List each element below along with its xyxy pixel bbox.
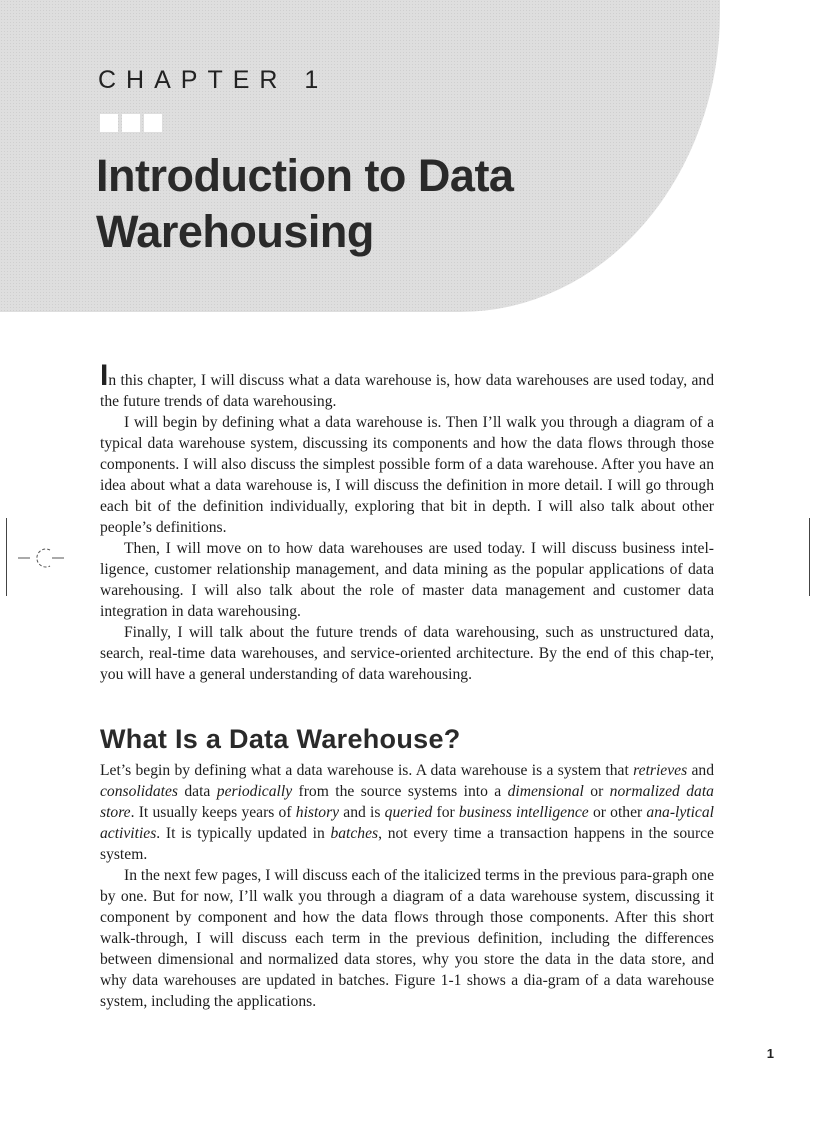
text-run: or (583, 783, 610, 800)
text-run: . It is typically updated in (156, 825, 331, 842)
intro-paragraph-3: Then, I will move on to how data warehouses are used today. I will discuss business intel-ligence, customer relationship management, and data mining as the popular applications of data warehousing. I will also talk about the role of master data management and customer data integration in data warehousing. (100, 540, 714, 620)
italic-term: consolidates (100, 783, 178, 800)
intro-paragraph-2: I will begin by defining what a data warehouse is. Then I’ll walk you through a diagram of a typical data warehouse system, discussing its components and how the data flows through those components. I will also discuss the simplest possible form of a data warehouse. After you have an idea about what a data warehouse is, I will discuss the definition in more detail. I will go through each bit of the definition individually, exploring that bit in depth. I will also talk about other people’s definitions. (100, 414, 714, 536)
crop-mark-right (809, 518, 810, 596)
chapter-ornament (100, 114, 162, 132)
italic-term: history (295, 804, 340, 821)
chapter-title (96, 148, 656, 260)
ornament-square (144, 114, 162, 132)
section-heading: What Is a Data Warehouse? (100, 724, 461, 754)
italic-term: ana-lytical activities (100, 804, 714, 842)
chapter-title-line-1: Introduction to Data (96, 150, 514, 201)
italic-term: retrieves (633, 762, 688, 779)
registration-mark-icon (16, 546, 66, 570)
italic-term: normalized data store (100, 783, 714, 821)
section-paragraph-2: In the next few pages, I will discuss each of the italicized terms in the previous para-graph one by one. But for now, I’ll walk you through a diagram of a data warehouse system, discussing it component by component and how the data flows through those components. After this short walk-through, I will discuss each term in the previous definition, including the differences between dimensional and normalized data stores, why you store the data in the data store, and why data warehouses are updated in batches. Figure 1-1 shows a dia-gram of a data warehouse system, including the applications. (100, 867, 714, 1010)
page-number: 1 (766, 1046, 774, 1061)
intro-section (100, 359, 714, 685)
intro-paragraph-4: Finally, I will talk about the future trends of data warehousing, such as unstructured data, search, real-time data warehouses, and service-oriented architecture. By the end of this chap-ter, you will have a general understanding of data warehousing. (100, 624, 714, 683)
text-run: and (687, 762, 714, 779)
text-run: . It usually keeps years of (130, 804, 296, 821)
italic-term: business intelligence (458, 804, 589, 821)
text-run: and is (339, 804, 385, 821)
text-run: Let’s begin by defining what a data warehouse is. A data warehouse is a system that (100, 762, 634, 779)
intro-paragraph-1-text: n this chapter, I will discuss what a data warehouse is, how data warehouses are used today, and the future trends of data warehousing. (100, 372, 714, 410)
ornament-square (100, 114, 118, 132)
text-run: or other (588, 804, 647, 821)
chapter-label: CHAPTER 1 (98, 66, 329, 94)
intro-paragraph-1 (100, 359, 714, 412)
crop-mark-left (6, 518, 7, 596)
italic-term: batches (330, 825, 379, 842)
drop-cap: I (100, 359, 109, 392)
text-run: from the source systems into a (292, 783, 508, 800)
italic-term: queried (384, 804, 433, 821)
section-body (100, 760, 714, 1012)
italic-term: dimensional (507, 783, 584, 800)
italic-term: periodically (216, 783, 293, 800)
ornament-square (122, 114, 140, 132)
text-run: for (432, 804, 459, 821)
chapter-title-line-2: Warehousing (96, 206, 374, 257)
text-run: data (177, 783, 217, 800)
text-run: , not every time a transaction happens in the source system. (100, 825, 714, 863)
section-paragraph-1 (100, 760, 714, 865)
